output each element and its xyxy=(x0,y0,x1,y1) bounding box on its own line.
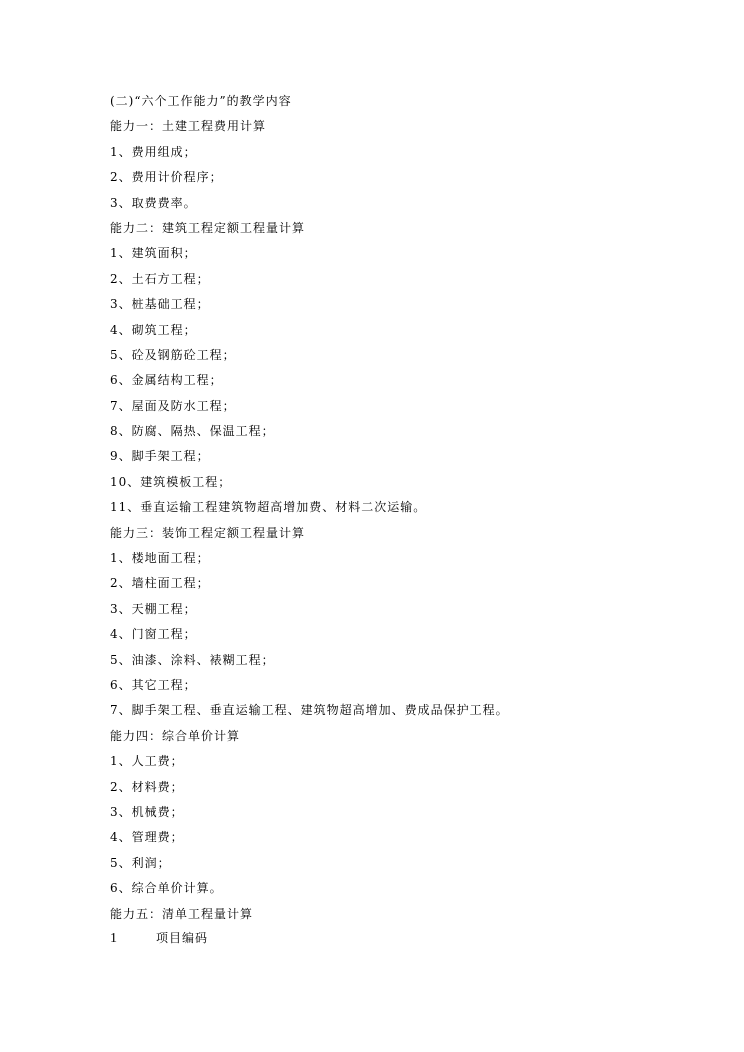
list-item: 3、天棚工程； xyxy=(110,601,197,616)
list-item: 5、砼及钢筋砼工程； xyxy=(110,347,236,362)
list-item: 6、综合单价计算。 xyxy=(110,881,223,896)
list-item: 8、防腐、隔热、保温工程； xyxy=(110,424,275,439)
list-item: 3、桩基础工程； xyxy=(110,297,210,312)
section-title: (二)“六个工作能力”的教学内容 xyxy=(110,94,292,108)
project-code-item xyxy=(110,926,208,950)
list-item: 2、土石方工程； xyxy=(110,271,210,286)
list-item: 6、金属结构工程； xyxy=(110,373,223,388)
list-item: 10、建筑模板工程； xyxy=(110,474,232,489)
list-item: 2、费用计价程序； xyxy=(110,170,223,185)
list-item: 3、机械费； xyxy=(110,804,184,819)
item-label: 项目编码 xyxy=(156,931,209,945)
list-item: 2、墙柱面工程； xyxy=(110,576,210,591)
list-item: 11、垂直运输工程建筑物超高增加费、材料二次运输。 xyxy=(110,500,427,515)
ability-2-heading: 能力二：建筑工程定额工程量计算 xyxy=(110,220,306,235)
item-number: 1 xyxy=(110,931,117,946)
list-item: 3、取费费率。 xyxy=(110,195,197,210)
ability-4-heading: 能力四：综合单价计算 xyxy=(110,728,241,743)
list-item: 4、门窗工程； xyxy=(110,627,197,642)
list-item: 7、脚手架工程、垂直运输工程、建筑物超高增加、费成品保护工程。 xyxy=(110,703,509,718)
list-item: 9、脚手架工程； xyxy=(110,449,210,464)
list-item: 5、利润； xyxy=(110,855,171,870)
ability-1-heading: 能力一：土建工程费用计算 xyxy=(110,119,267,134)
list-item: 7、屋面及防水工程； xyxy=(110,398,236,413)
list-item: 4、砌筑工程； xyxy=(110,322,197,337)
ability-3-heading: 能力三：装饰工程定额工程量计算 xyxy=(110,525,306,540)
list-item: 6、其它工程； xyxy=(110,677,197,692)
list-item: 1、建筑面积； xyxy=(110,246,197,261)
list-item: 5、油漆、涂料、裱糊工程； xyxy=(110,652,275,667)
document-body xyxy=(110,89,670,927)
list-item: 1、楼地面工程； xyxy=(110,551,210,566)
list-item: 2、材料费； xyxy=(110,779,184,794)
ability-5-heading: 能力五：清单工程量计算 xyxy=(110,906,254,921)
list-item: 1、人工费； xyxy=(110,754,184,769)
list-item: 4、管理费； xyxy=(110,830,184,845)
list-item: 1、费用组成； xyxy=(110,144,197,159)
